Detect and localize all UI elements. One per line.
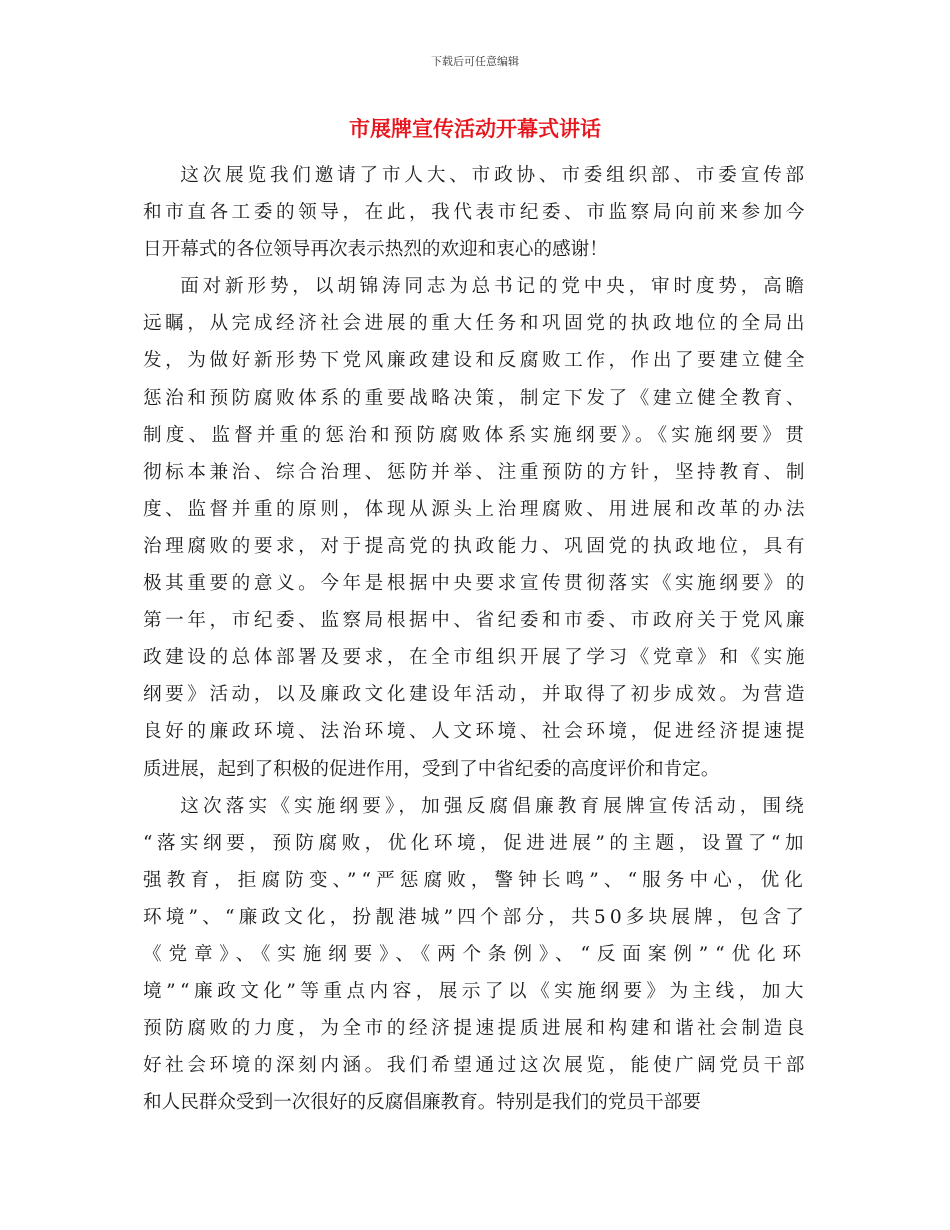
text-line: 纲要》活动，以及廉政文化建设年活动，并取得了初步成效。为营造 [143, 684, 808, 706]
text-line: 《党章》、《实施纲要》、《两个条例》、“反面案例”“优化环 [143, 943, 808, 965]
text-line: 境”“廉政文化”等重点内容，展示了以《实施纲要》为主线，加大 [143, 981, 808, 1003]
text-line: 面对新形势，以胡锦涛同志为总书记的党中央，审时度势，高瞻 [180, 276, 808, 298]
document-body [143, 157, 808, 1121]
text-line: 极其重要的意义。今年是根据中央要求宣传贯彻落实《实施纲要》的 [143, 573, 808, 595]
text-line: 度、监督并重的原则，体现从源头上治理腐败、用进展和改革的办法 [143, 498, 808, 520]
paragraph [143, 157, 808, 268]
text-line: “落实纲要，预防腐败，优化环境，促进进展”的主题，设置了“加 [143, 832, 808, 854]
text-line: 和市直各工委的领导，在此，我代表市纪委、市监察局向前来参加今 [143, 202, 808, 224]
document-title: 市展牌宣传活动开幕式讲话 [349, 117, 601, 141]
paragraph [143, 788, 808, 1122]
text-line: 环境”、“廉政文化，扮靓港城”四个部分，共50多块展牌，包含了 [143, 906, 808, 928]
text-line: 远瞩，从完成经济社会进展的重大任务和巩固党的执政地位的全局出 [143, 313, 808, 335]
text-line: 制度、监督并重的惩治和预防腐败体系实施纲要》。《实施纲要》贯 [143, 424, 808, 446]
text-line: 政建设的总体部署及要求，在全市组织开展了学习《党章》和《实施 [143, 647, 808, 669]
text-line: 日开幕式的各位领导再次表示热烈的欢迎和衷心的感谢！ [143, 239, 608, 261]
text-line: 这次落实《实施纲要》，加强反腐倡廉教育展牌宣传活动，围绕 [180, 795, 808, 817]
paragraph [143, 268, 808, 787]
text-line: 惩治和预防腐败体系的重要战略决策，制定下发了《建立健全教育、 [143, 387, 808, 409]
text-line: 良好的廉政环境、法治环境、人文环境、社会环境，促进经济提速提 [143, 721, 808, 743]
text-line: 预防腐败的力度，为全市的经济提速提质进展和构建和谐社会制造良 [143, 1018, 808, 1040]
text-line: 强教育，拒腐防变、”“严惩腐败，警钟长鸣”、“服务中心，优化 [143, 869, 808, 891]
text-line: 治理腐败的要求，对于提高党的执政能力、巩固党的执政地位，具有 [143, 535, 808, 557]
header-note: 下载后可任意编辑 [431, 55, 519, 68]
text-line: 和人民群众受到一次很好的反腐倡廉教育。特别是我们的党员干部要 [143, 1092, 701, 1114]
text-line: 这次展览我们邀请了市人大、市政协、市委组织部、市委宣传部 [180, 165, 808, 186]
text-line: 发，为做好新形势下党风廉政建设和反腐败工作，作出了要建立健全 [143, 350, 808, 372]
text-line: 彻标本兼治、综合治理、惩防并举、注重预防的方针，坚持教育、制 [143, 461, 808, 483]
text-line: 第一年，市纪委、监察局根据中、省纪委和市委、市政府关于党风廉 [143, 610, 808, 632]
text-line: 质进展，起到了积极的促进作用，受到了中省纪委的高度评价和肯定。 [143, 758, 720, 780]
text-line: 好社会环境的深刻内涵。我们希望通过这次展览，能使广阔党员干部 [143, 1055, 808, 1077]
